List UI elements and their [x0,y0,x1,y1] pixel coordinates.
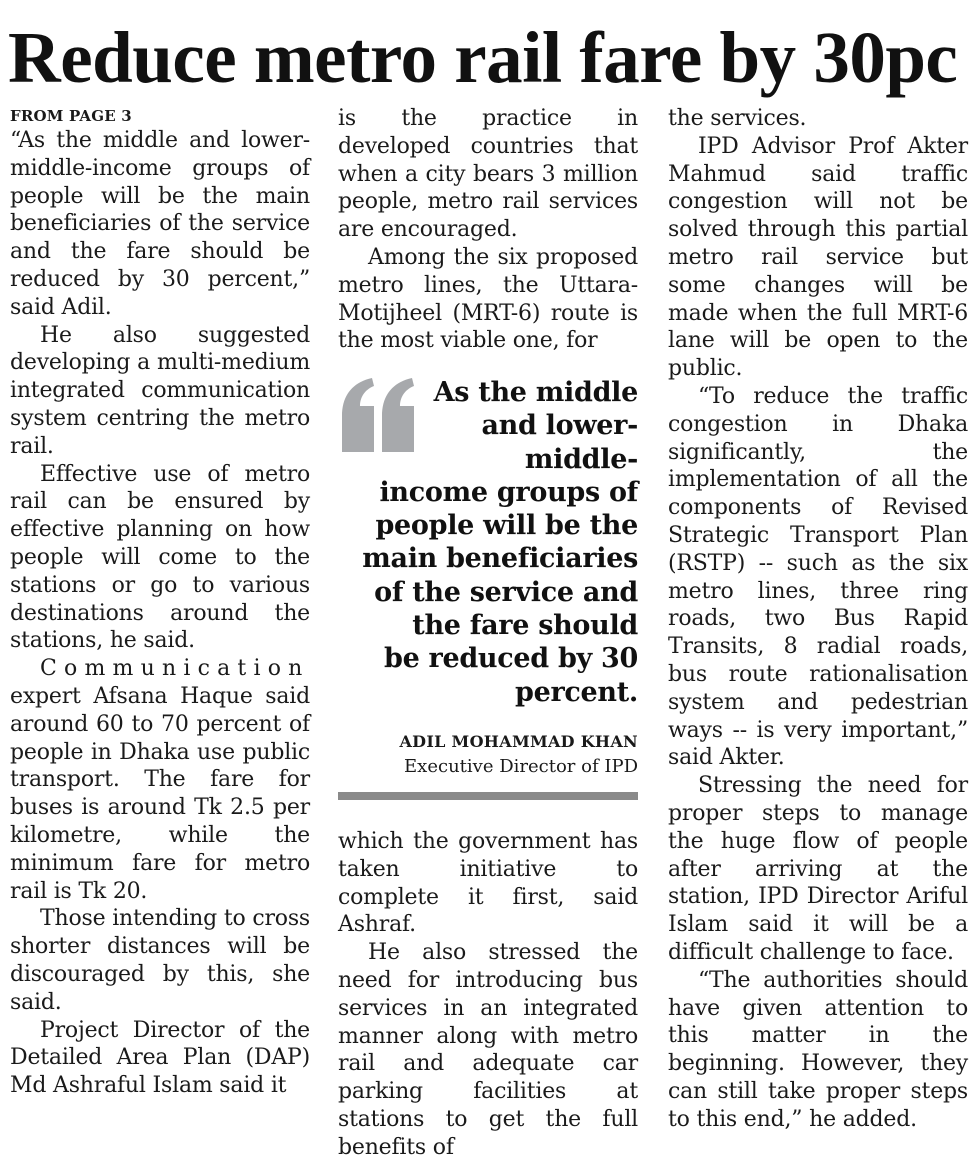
paragraph: “As the middle and lower-middle-income groups of people will be the main beneficiaries of the service and the fare should be reduced by 30 percent,” said Adil. [10,128,310,320]
pull-quote-line: be reduced by 30 [383,643,638,675]
paragraph: “The authorities should have given attention to this matter in the beginning. However, they can still take proper steps to this end,” he added. [668,967,968,1132]
paragraph: Those intending to cross shorter distances will be discouraged by this, she said. [10,906,310,1015]
pull-quote-text [338,376,638,709]
paragraph: “To reduce the traffic congestion in Dhaka significantly, the implementation of all the components of Revised Strategic Transport Plan (RSTP) -- such as the six metro lines, three ring roads, two Bus Rapid Transits, 8 radial roads, bus route rationalisation system and pedestrian ways -- is very important,” said Akter. [668,383,968,771]
paragraph: Project Director of the Detailed Area Plan (DAP) Md Ashraful Islam said it [10,1017,310,1099]
article-column-3 [668,105,968,1133]
pull-quote-line: and lower- [481,410,638,442]
paragraph: Effective use of metro rail can be ensured by effective planning on how people will come to the stations or go to various destinations around the stations, he said. [10,461,310,654]
article-column-2-bottom [338,828,638,1162]
paragraph: Stressing the need for proper steps to manage the huge flow of people after arriving at the station, IPD Director Ariful Islam said it will be a difficult challenge to face. [668,773,968,965]
pull-quote [338,376,638,806]
pull-quote-line: As the middle [433,377,638,408]
pull-quote-line: middle- [524,443,638,475]
paragraph: He also stressed the need for introducing bus services in an integrated manner along with metro rail and adequate car parking facilities at stations to get the full benefits of [338,940,638,1160]
paragraph: Among the six proposed metro lines, the Uttara-Motijheel (MRT-6) route is the most viable one, for [338,244,638,354]
headline: Reduce metro rail fare by 30pc [8,17,958,98]
pull-quote-attribution-role: Executive Director of IPD [404,756,638,777]
paragraph: is the practice in developed countries that when a city bears 3 million people, metro rail services are encouraged. [338,106,638,243]
article-column-1 [10,105,310,1100]
pull-quote-line: percent. [514,676,638,708]
pull-quote-line: people will be the [375,510,638,542]
paragraph: the services. [668,106,807,131]
pull-quote-line: the fare should [412,610,638,642]
pull-quote-line: income groups of [379,476,638,508]
continuation-kicker: FROM PAGE 3 [10,107,132,125]
paragraph-rest: expert Afsana Haque said around 60 to 70 percent of people in Dhaka use public transport. The fare for buses is around Tk 2.5 per kilometre, while the minimum fare for metro rail is Tk 20. [10,683,310,904]
article-column-2-top [338,105,638,355]
paragraph: He also suggested developing a multi-medium integrated communication system centring the metro rail. [10,322,310,459]
paragraph-lead-word: Communication [40,656,310,682]
pull-quote-line: main beneficiaries [362,543,638,575]
pull-quote-attribution-name: ADIL MOHAMMAD KHAN [399,732,638,751]
pull-quote-divider [338,792,638,800]
pull-quote-line: of the service and [374,576,638,608]
paragraph: IPD Advisor Prof Akter Mahmud said traffic congestion will not be solved through this partial metro rail service but some changes will be made when the full MRT-6 lane will be open to the public. [668,133,968,382]
paragraph: which the government has taken initiative to complete it first, said Ashraf. [338,829,638,938]
paragraph [10,655,310,905]
